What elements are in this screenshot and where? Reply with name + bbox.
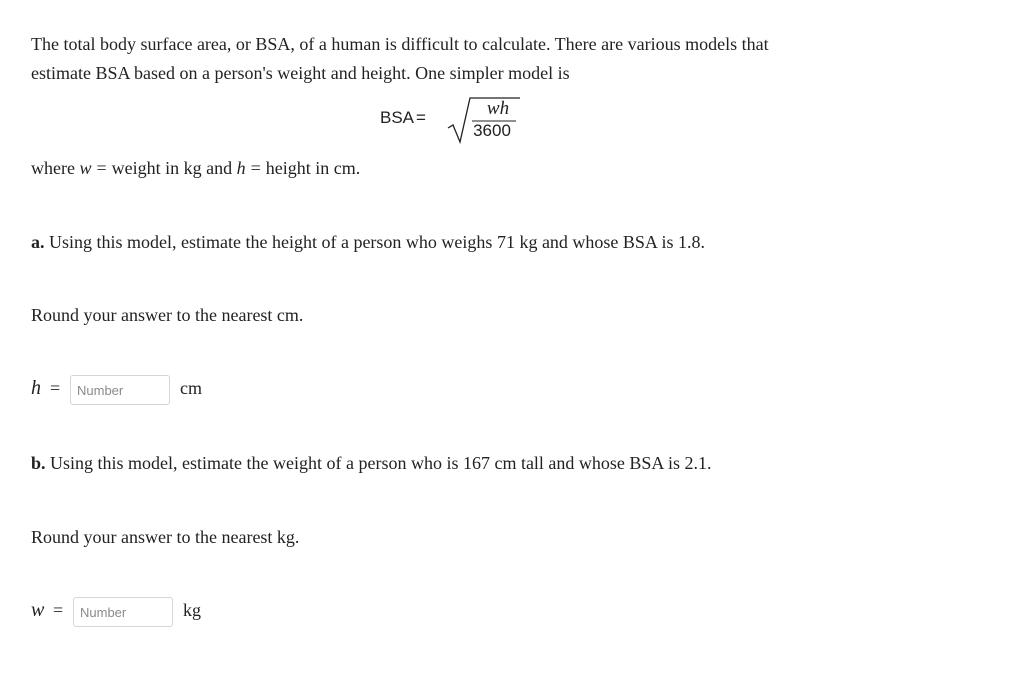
- part-b-answer-unit: kg: [183, 600, 201, 620]
- part-b-answer-equals: =: [53, 600, 64, 620]
- definitions-h-text: height in cm.: [265, 158, 361, 178]
- part-a-question: [31, 228, 705, 257]
- definitions-w-equals: =: [96, 158, 107, 178]
- part-a-answer-var: h: [31, 377, 41, 399]
- part-a-label: a.: [31, 232, 45, 252]
- part-b-label: b.: [31, 453, 46, 473]
- part-a-answer-equals: =: [50, 378, 61, 398]
- part-a-answer-unit: cm: [180, 378, 202, 398]
- part-b-text-before: Using this model, estimate the weight of a person who is: [50, 453, 459, 473]
- part-b-height-value: 167: [462, 453, 490, 473]
- definitions-prefix: where: [31, 158, 75, 178]
- part-b-text-middle: cm tall and whose BSA is: [494, 453, 680, 473]
- part-a-round-instruction: Round your answer to the nearest cm.: [31, 305, 304, 325]
- definitions-w-var: w: [79, 158, 92, 178]
- formula-numerator: wh: [486, 98, 510, 119]
- part-a-text-before: Using this model, estimate the height of a person who weighs: [49, 232, 493, 252]
- part-b-round-instruction: Round your answer to the nearest kg.: [31, 527, 300, 547]
- part-b-text-end: .: [706, 453, 712, 473]
- formula-equals: =: [416, 108, 426, 127]
- formula-lhs: [380, 108, 426, 128]
- part-a-weight-value: 71: [496, 232, 515, 252]
- intro-line-2: estimate BSA based on a person's weight and height. One simpler model is: [31, 63, 570, 83]
- part-b-question: [31, 449, 711, 478]
- part-b-bsa-value: 2.1: [684, 453, 707, 473]
- variable-definitions: [31, 154, 360, 183]
- intro-paragraph: [31, 30, 769, 88]
- part-a-bsa-value: 1.8: [677, 232, 701, 252]
- definitions-h-var: h: [236, 158, 246, 178]
- part-a-text-end: .: [700, 232, 705, 252]
- formula-bsa-label: BSA: [380, 108, 415, 127]
- definitions-h-equals: =: [250, 158, 261, 178]
- height-answer-input[interactable]: [70, 375, 170, 405]
- intro-line-1: The total body surface area, or BSA, of a human is difficult to calculate. There are various models that: [31, 34, 769, 54]
- part-a-text-middle: kg and whose BSA is: [519, 232, 674, 252]
- definitions-w-text: weight in kg and: [111, 158, 233, 178]
- part-b-answer-var: w: [31, 599, 45, 621]
- weight-answer-input[interactable]: [73, 597, 173, 627]
- formula-denominator: 3600: [473, 121, 511, 140]
